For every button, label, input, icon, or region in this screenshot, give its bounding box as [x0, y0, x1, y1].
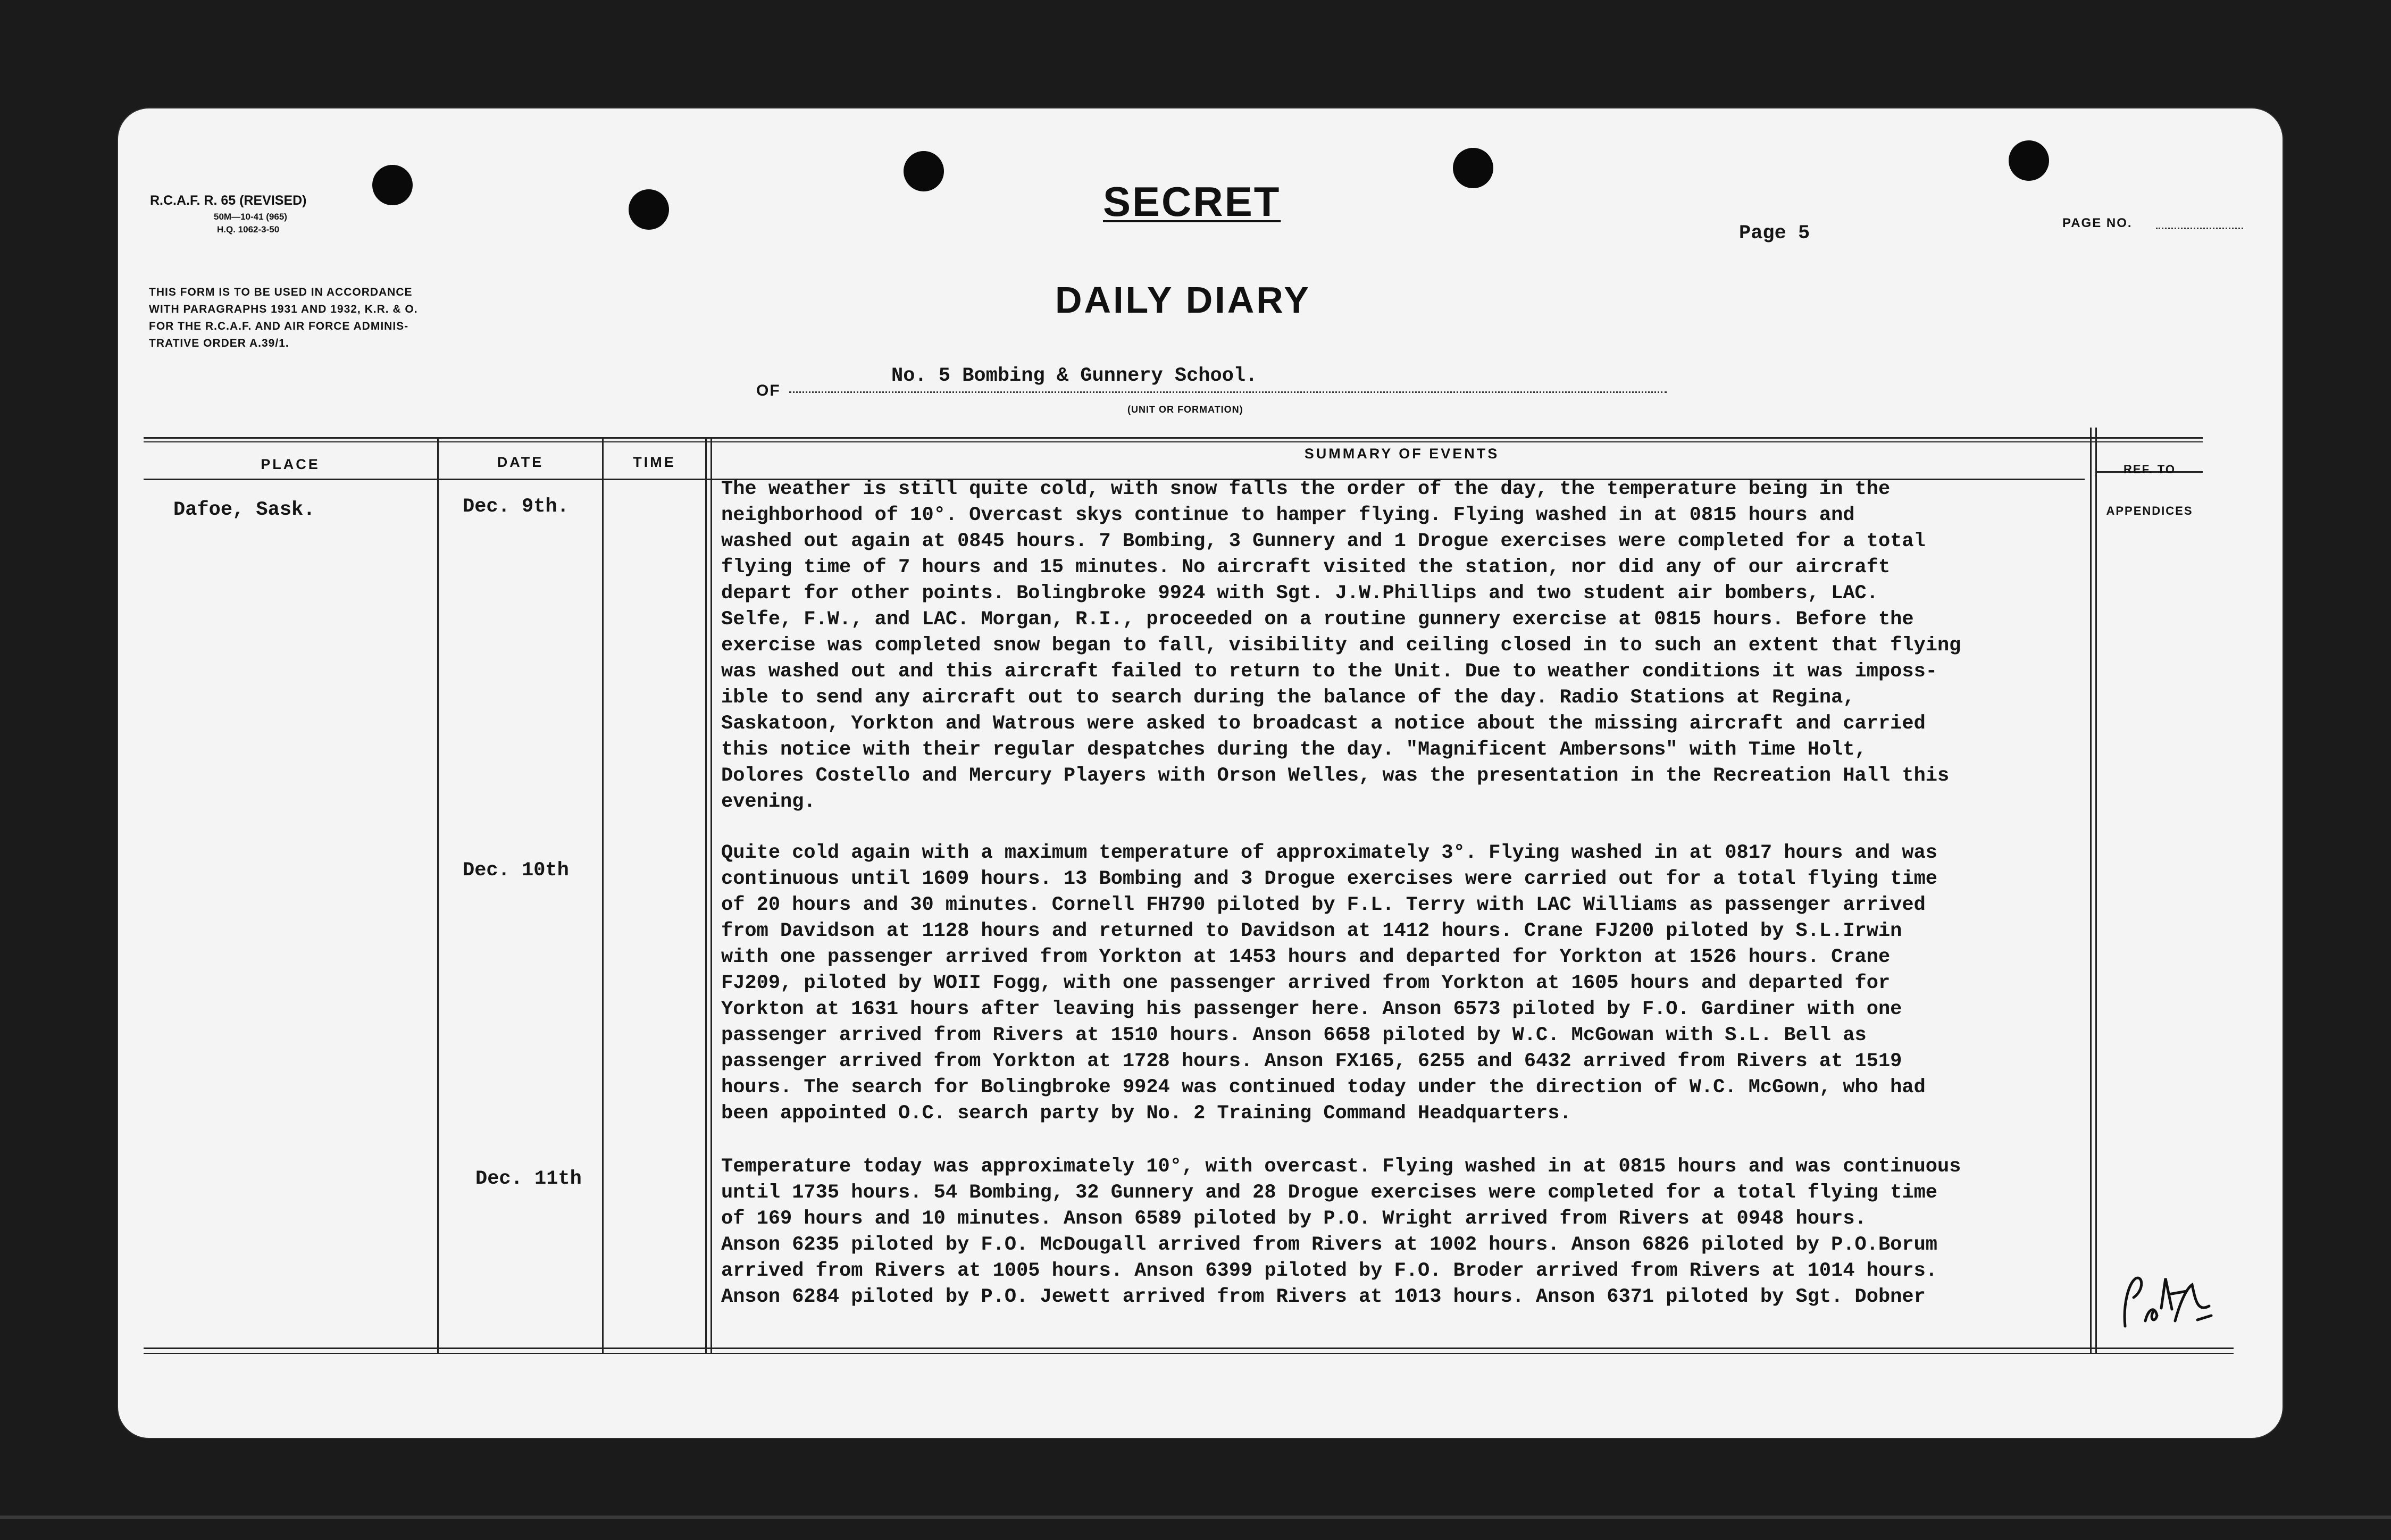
column-divider-time-summary: [705, 437, 707, 1353]
classification-heading: SECRET: [1103, 178, 1281, 225]
entry-summary: [721, 840, 1937, 1127]
entry-line: passenger arrived from Rivers at 1510 hours. Anson 6658 piloted by W.C. McGowan with S.L. Bell as: [721, 1024, 1867, 1047]
entry-line: flying time of 7 hours and 15 minutes. No aircraft visited the station, nor did any of our aircraft: [721, 556, 1891, 579]
unit-field-line: [789, 391, 1667, 393]
entry-line: passenger arrived from Yorkton at 1728 hours. Anson FX165, 6255 and 6432 arrived from Rivers at 1519: [721, 1050, 1902, 1073]
punch-hole: [2009, 140, 2049, 181]
column-header-summary: SUMMARY OF EVENTS: [1304, 446, 1500, 462]
entry-line: exercise was completed snow began to fall, visibility and ceiling closed in to such an extent that flying: [721, 634, 1961, 657]
entry-line: Dolores Costello and Mercury Players with Orson Welles, was the presentation in the Recreation Hall this: [721, 765, 1950, 787]
page-title: DAILY DIARY: [1055, 279, 1311, 321]
scan-bottom-edge: [0, 1516, 2391, 1519]
entry-line: from Davidson at 1128 hours and returned to Davidson at 1412 hours. Crane FJ200 piloted by S.L.Irwin: [721, 920, 1902, 942]
entry-line: washed out again at 0845 hours. 7 Bombing, 3 Gunnery and 1 Drogue exercises were completed for a total: [721, 530, 1926, 553]
entry-line: was washed out and this aircraft failed to return to the Unit. Due to weather conditions it was imposs-: [721, 660, 1937, 683]
table-top-rule-2: [144, 441, 2203, 442]
entry-line: Anson 6235 piloted by F.O. McDougall arrived from Rivers at 1002 hours. Anson 6826 piloted by P.O.Borum: [721, 1234, 1937, 1256]
entry-line: depart for other points. Bolingbroke 9924 with Sgt. J.W.Phillips and two student air bombers, LAC.: [721, 582, 1878, 605]
entry-line: evening.: [721, 791, 816, 813]
form-number: R.C.A.F. R. 65 (REVISED): [150, 193, 307, 208]
punch-hole: [1453, 148, 1493, 188]
unit-caption: (UNIT OR FORMATION): [1127, 404, 1243, 415]
entry-line: been appointed O.C. search party by No. 2 Training Command Headquarters.: [721, 1102, 1571, 1125]
punch-hole: [629, 189, 669, 230]
place-cell: Dafoe, Sask.: [173, 499, 315, 521]
entry-line: hours. The search for Bolingbroke 9924 was continued today under the direction of W.C. McGown, who had: [721, 1076, 1926, 1099]
date-cell: Dec. 11th: [475, 1168, 582, 1190]
instruction-line: WITH PARAGRAPHS 1931 AND 1932, K.R. & O.: [149, 303, 418, 315]
page-no-field-line: [2156, 228, 2243, 229]
entry-summary: [721, 1154, 1961, 1310]
form-instructions: [149, 284, 418, 352]
entry-line: ible to send any aircraft out to search during the balance of the day. Radio Stations at Regina,: [721, 687, 1855, 709]
entry-line: Selfe, F.W., and LAC. Morgan, R.I., proceeded on a routine gunnery exercise at 0815 hours. Before the: [721, 608, 1914, 631]
entry-line: neighborhood of 10°. Overcast skys continue to hamper flying. Flying washed in at 0815 hours and: [721, 504, 1855, 526]
entry-summary: [721, 476, 1961, 815]
unit-name: No. 5 Bombing & Gunnery School.: [891, 365, 1258, 387]
entry-line: Yorkton at 1631 hours after leaving his passenger here. Anson 6573 piloted by F.O. Gardiner with one: [721, 998, 1902, 1020]
column-divider-place-date: [437, 437, 439, 1353]
punch-hole: [904, 151, 944, 191]
page-no-label: PAGE NO.: [2062, 216, 2133, 230]
entry-line: The weather is still quite cold, with snow falls the order of the day, the temperature being in the: [721, 478, 1891, 500]
entry-line: continuous until 1609 hours. 13 Bombing and 3 Drogue exercises were carried out for a total flying time: [721, 868, 1937, 890]
column-divider-summary-ref: [2090, 428, 2092, 1353]
entry-line: Temperature today was approximately 10°, with overcast. Flying washed in at 0815 hours and was continuous: [721, 1156, 1961, 1178]
typed-page-number: Page 5: [1739, 222, 1810, 245]
date-cell: Dec. 10th: [463, 859, 569, 882]
entry-line: Saskatoon, Yorkton and Watrous were asked to broadcast a notice about the missing aircraft and carried: [721, 713, 1926, 735]
table-bottom-rule: [144, 1347, 2234, 1349]
instruction-line: THIS FORM IS TO BE USED IN ACCORDANCE: [149, 286, 413, 298]
entry-line: until 1735 hours. 54 Bombing, 32 Gunnery and 28 Drogue exercises were completed for a total flying time: [721, 1182, 1937, 1204]
entry-line: of 20 hours and 30 minutes. Cornell FH790 piloted by F.L. Terry with LAC Williams as passenger arrived: [721, 894, 1926, 916]
entry-line: Quite cold again with a maximum temperature of approximately 3°. Flying washed in at 0817 hours and was: [721, 842, 1937, 864]
column-header-date: DATE: [497, 454, 544, 470]
handwritten-initials: [2118, 1257, 2219, 1337]
entry-line: this notice with their regular despatches during the day. "Magnificent Ambersons" with Time Holt,: [721, 739, 1867, 761]
punch-hole: [372, 165, 413, 205]
column-header-time: TIME: [633, 454, 676, 470]
entry-line: Anson 6284 piloted by P.O. Jewett arrived from Rivers at 1013 hours. Anson 6371 piloted by Sgt. Dobner: [721, 1286, 1926, 1308]
entry-line: with one passenger arrived from Yorkton at 1453 hours and departed for Yorkton at 1526 hours. Crane: [721, 946, 1891, 968]
entry-line: FJ209, piloted by WOII Fogg, with one passenger arrived from Yorkton at 1605 hours and departed for: [721, 972, 1891, 994]
instruction-line: FOR THE R.C.A.F. AND AIR FORCE ADMINIS-: [149, 320, 409, 332]
ref-header-line-1: REF. TO: [2124, 463, 2176, 476]
entry-line: arrived from Rivers at 1005 hours. Anson 6399 piloted by F.O. Broder arrived from Rivers at 1014 hours.: [721, 1260, 1937, 1282]
column-divider-time-summary-2: [710, 437, 712, 1353]
column-divider-date-time: [602, 437, 604, 1353]
of-label: OF: [756, 382, 781, 399]
column-divider-summary-ref-2: [2095, 428, 2097, 1353]
table-bottom-rule-2: [144, 1353, 2234, 1354]
table-top-rule: [144, 437, 2203, 439]
form-print-code: 50M—10-41 (965): [214, 212, 287, 222]
diary-page: [118, 108, 2283, 1438]
ref-header-line-2: APPENDICES: [2106, 504, 2193, 517]
column-header-ref: [2097, 435, 2202, 546]
entry-line: of 169 hours and 10 minutes. Anson 6589 piloted by P.O. Wright arrived from Rivers at 0948 hours.: [721, 1208, 1867, 1230]
column-header-place: PLACE: [261, 456, 320, 472]
form-print-code-hq: H.Q. 1062-3-50: [217, 224, 280, 235]
date-cell: Dec. 9th.: [463, 496, 569, 518]
instruction-line: TRATIVE ORDER A.39/1.: [149, 337, 289, 349]
